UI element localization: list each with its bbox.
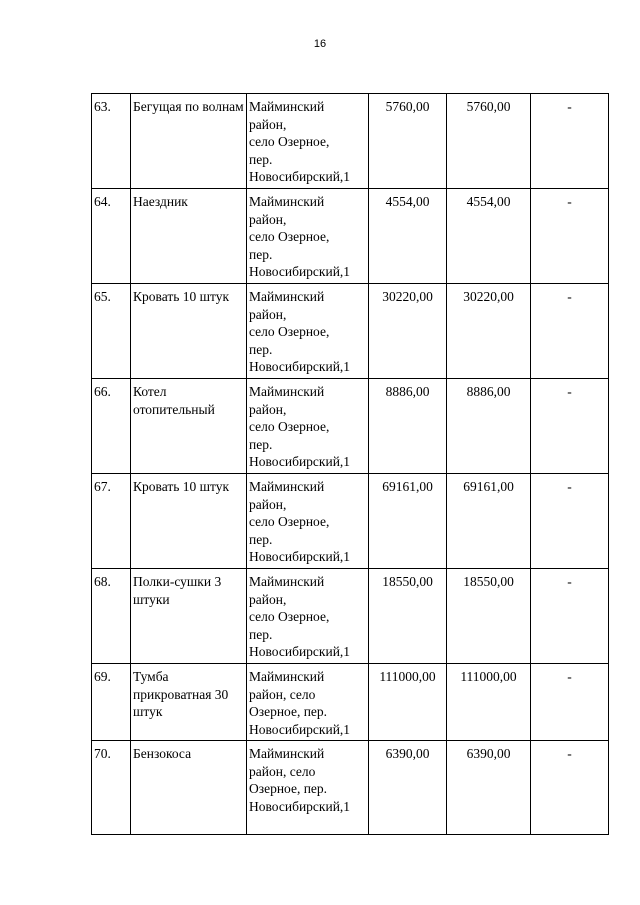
address-line: Новосибирский,1 <box>249 798 351 814</box>
address-line: Майминский <box>249 194 325 209</box>
row-number: 63. <box>92 94 131 189</box>
address-line: пер. <box>249 246 273 262</box>
address-line: село Озерное, <box>249 229 330 244</box>
row-number: 68. <box>92 569 131 664</box>
table-row <box>92 569 609 664</box>
value-2: 18550,00 <box>447 569 531 664</box>
address-line: Новосибирский,1 <box>249 264 351 279</box>
item-address <box>247 94 369 189</box>
value-1: 4554,00 <box>369 189 447 284</box>
row-number: 65. <box>92 284 131 379</box>
address-line: район, <box>249 211 287 227</box>
value-1: 30220,00 <box>369 284 447 379</box>
value-2: 8886,00 <box>447 379 531 474</box>
address-line: пер. <box>249 531 273 547</box>
address-line: Майминский <box>249 289 325 304</box>
item-name: Кровать 10 штук <box>131 474 247 569</box>
address-line: Майминский <box>249 479 325 494</box>
note: - <box>531 474 609 569</box>
page-number: 16 <box>313 38 327 50</box>
address-line: район, село <box>249 763 316 779</box>
item-address <box>247 664 369 741</box>
item-address <box>247 284 369 379</box>
address-line: район, <box>249 401 287 417</box>
note: - <box>531 379 609 474</box>
address-line: Майминский <box>249 669 325 684</box>
item-address <box>247 569 369 664</box>
address-line: село Озерное, <box>249 609 330 624</box>
item-address <box>247 474 369 569</box>
address-line: район, <box>249 496 287 512</box>
item-name: Кровать 10 штук <box>131 284 247 379</box>
note: - <box>531 741 609 835</box>
row-number: 70. <box>92 741 131 835</box>
row-number: 67. <box>92 474 131 569</box>
table-row <box>92 474 609 569</box>
address-line: пер. <box>249 436 273 452</box>
row-number: 66. <box>92 379 131 474</box>
address-line: пер. <box>249 626 273 642</box>
note: - <box>531 569 609 664</box>
value-1: 69161,00 <box>369 474 447 569</box>
value-2: 6390,00 <box>447 741 531 835</box>
value-2: 111000,00 <box>447 664 531 741</box>
row-number: 64. <box>92 189 131 284</box>
address-line: Новосибирский,1 <box>249 169 351 184</box>
item-name: Тумба прикроватная 30 штук <box>131 664 247 741</box>
address-line: село Озерное, <box>249 324 330 339</box>
address-line: Майминский <box>249 99 325 114</box>
table-row <box>92 741 609 835</box>
value-1: 5760,00 <box>369 94 447 189</box>
address-line: Новосибирский,1 <box>249 644 351 659</box>
address-line: Майминский <box>249 574 325 589</box>
value-2: 30220,00 <box>447 284 531 379</box>
note: - <box>531 284 609 379</box>
value-2: 5760,00 <box>447 94 531 189</box>
note: - <box>531 664 609 741</box>
value-2: 69161,00 <box>447 474 531 569</box>
note: - <box>531 94 609 189</box>
address-line: село Озерное, <box>249 419 330 434</box>
value-1: 6390,00 <box>369 741 447 835</box>
address-line: Озерное, пер. <box>249 704 328 719</box>
address-line: пер. <box>249 341 273 357</box>
item-address <box>247 189 369 284</box>
item-name: Бегущая по волнам <box>131 94 247 189</box>
item-name: Полки-сушки 3 штуки <box>131 569 247 664</box>
address-line: район, <box>249 306 287 322</box>
value-1: 18550,00 <box>369 569 447 664</box>
table-row <box>92 379 609 474</box>
table-row <box>92 189 609 284</box>
address-line: Майминский <box>249 746 325 761</box>
address-line: район, <box>249 591 287 607</box>
address-line: пер. <box>249 151 273 167</box>
address-line: село Озерное, <box>249 134 330 149</box>
address-line: Новосибирский,1 <box>249 454 351 469</box>
row-number: 69. <box>92 664 131 741</box>
value-2: 4554,00 <box>447 189 531 284</box>
address-line: Новосибирский,1 <box>249 721 351 737</box>
table-row <box>92 284 609 379</box>
table-row <box>92 94 609 189</box>
item-name: Бензокоса <box>131 741 247 835</box>
address-line: Озерное, пер. <box>249 781 328 796</box>
item-name: Наездник <box>131 189 247 284</box>
item-address <box>247 379 369 474</box>
address-line: район, <box>249 116 287 132</box>
address-line: Майминский <box>249 384 325 399</box>
address-line: Новосибирский,1 <box>249 549 351 564</box>
value-1: 8886,00 <box>369 379 447 474</box>
table-row <box>92 664 609 741</box>
item-name: Котел отопительный <box>131 379 247 474</box>
item-address <box>247 741 369 835</box>
value-1: 111000,00 <box>369 664 447 741</box>
address-line: село Озерное, <box>249 514 330 529</box>
property-register-table <box>91 93 609 835</box>
address-line: район, село <box>249 686 316 702</box>
note: - <box>531 189 609 284</box>
address-line: Новосибирский,1 <box>249 359 351 374</box>
